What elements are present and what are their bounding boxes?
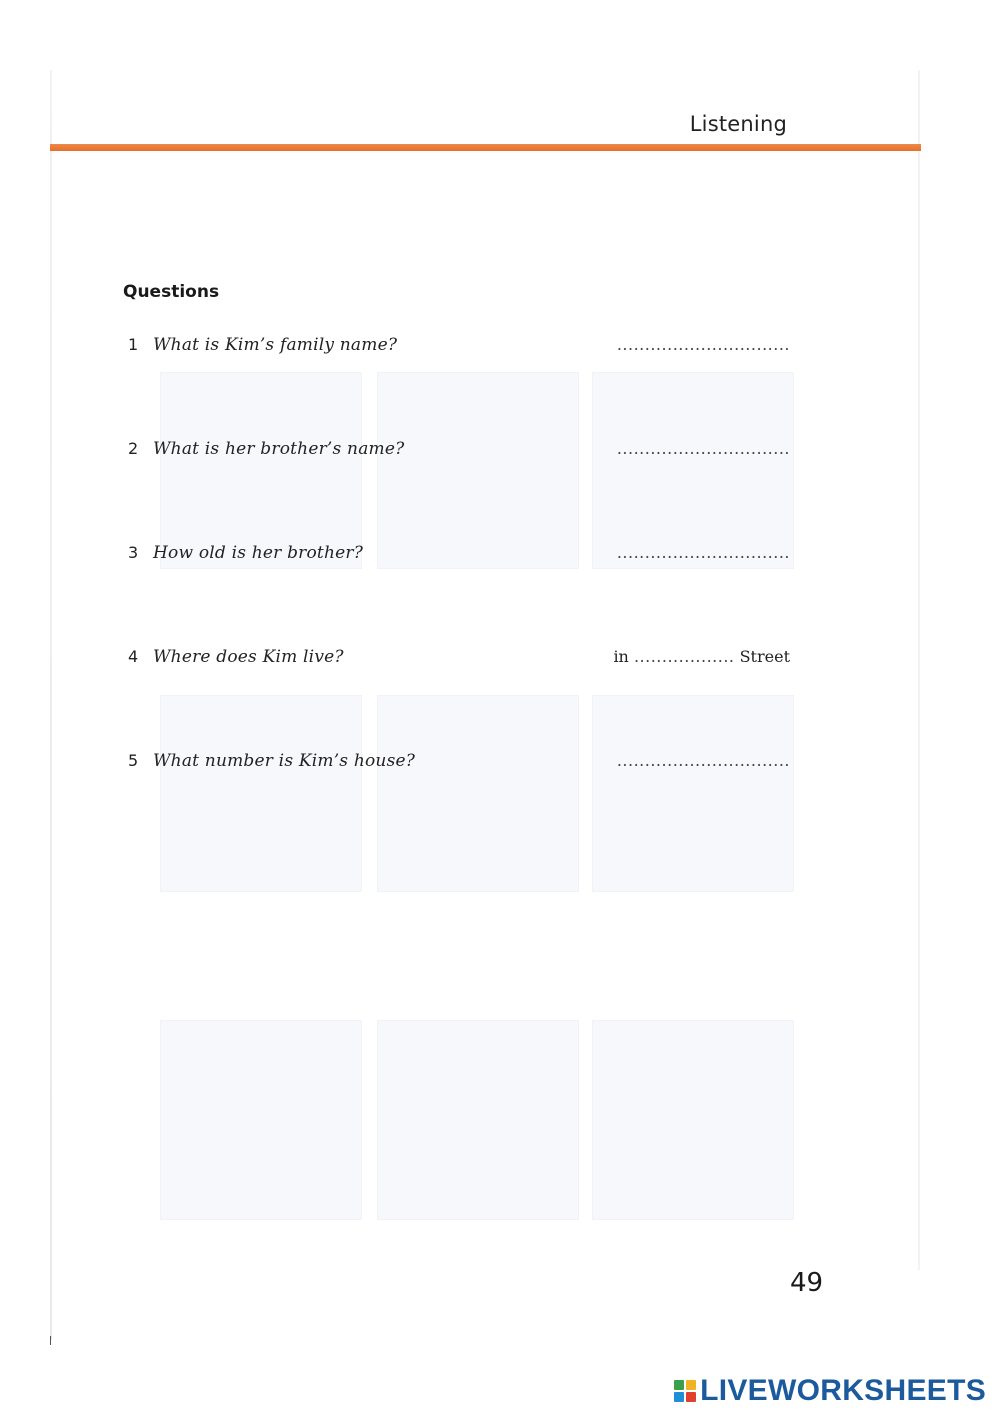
logo-tile — [674, 1392, 684, 1402]
answer-blank[interactable]: ............................... — [616, 439, 790, 458]
brand-logo[interactable] — [674, 1374, 986, 1408]
question-number: 1 — [128, 335, 139, 354]
header-rule — [50, 144, 921, 151]
answer-suffix: Street — [739, 647, 790, 666]
page-edge-left — [50, 70, 52, 1340]
question-text: What number is Kim’s house? — [153, 751, 416, 771]
show-through-panel — [377, 1020, 579, 1220]
page-number: 49 — [790, 1268, 824, 1298]
answer-field[interactable] — [613, 647, 790, 666]
show-through-panel — [592, 1020, 794, 1220]
answer-field[interactable] — [617, 543, 790, 562]
logo-tile — [686, 1392, 696, 1402]
question-number: 3 — [128, 543, 139, 562]
page-edge-right — [918, 70, 920, 1270]
answer-blank[interactable]: ............................... — [616, 335, 790, 354]
question-text: What is Kim’s family name? — [153, 335, 398, 355]
question-number: 5 — [128, 751, 139, 770]
question-number: 4 — [128, 647, 139, 666]
answer-blank[interactable]: ............................... — [616, 543, 790, 562]
show-through-panel — [160, 372, 362, 569]
question-row — [128, 439, 790, 465]
questions-heading: Questions — [123, 282, 220, 302]
section-title: Listening — [689, 112, 787, 136]
show-through-panel — [592, 372, 794, 569]
question-text: How old is her brother? — [153, 543, 364, 563]
answer-prefix: in — [613, 647, 629, 666]
show-through-panel — [160, 1020, 362, 1220]
show-through-panel — [377, 372, 579, 569]
answer-blank[interactable]: .................. — [633, 647, 735, 666]
answer-blank[interactable]: ............................... — [616, 751, 790, 770]
logo-tile — [686, 1380, 696, 1390]
show-through-panel — [377, 695, 579, 892]
question-row — [128, 543, 790, 569]
answer-field[interactable] — [617, 751, 790, 770]
show-through-panel — [160, 695, 362, 892]
answer-field[interactable] — [617, 335, 790, 354]
logo-tile — [674, 1380, 684, 1390]
show-through-panel — [592, 695, 794, 892]
edge-mark — [50, 1336, 51, 1345]
question-row — [128, 751, 790, 777]
question-row — [128, 647, 790, 673]
answer-field[interactable] — [617, 439, 790, 458]
brand-name: LIVEWORKSHEETS — [700, 1374, 986, 1407]
question-number: 2 — [128, 439, 139, 458]
liveworksheets-logo-icon — [674, 1380, 696, 1402]
question-row — [128, 335, 790, 361]
question-text: Where does Kim live? — [153, 647, 344, 667]
question-text: What is her brother’s name? — [153, 439, 405, 459]
